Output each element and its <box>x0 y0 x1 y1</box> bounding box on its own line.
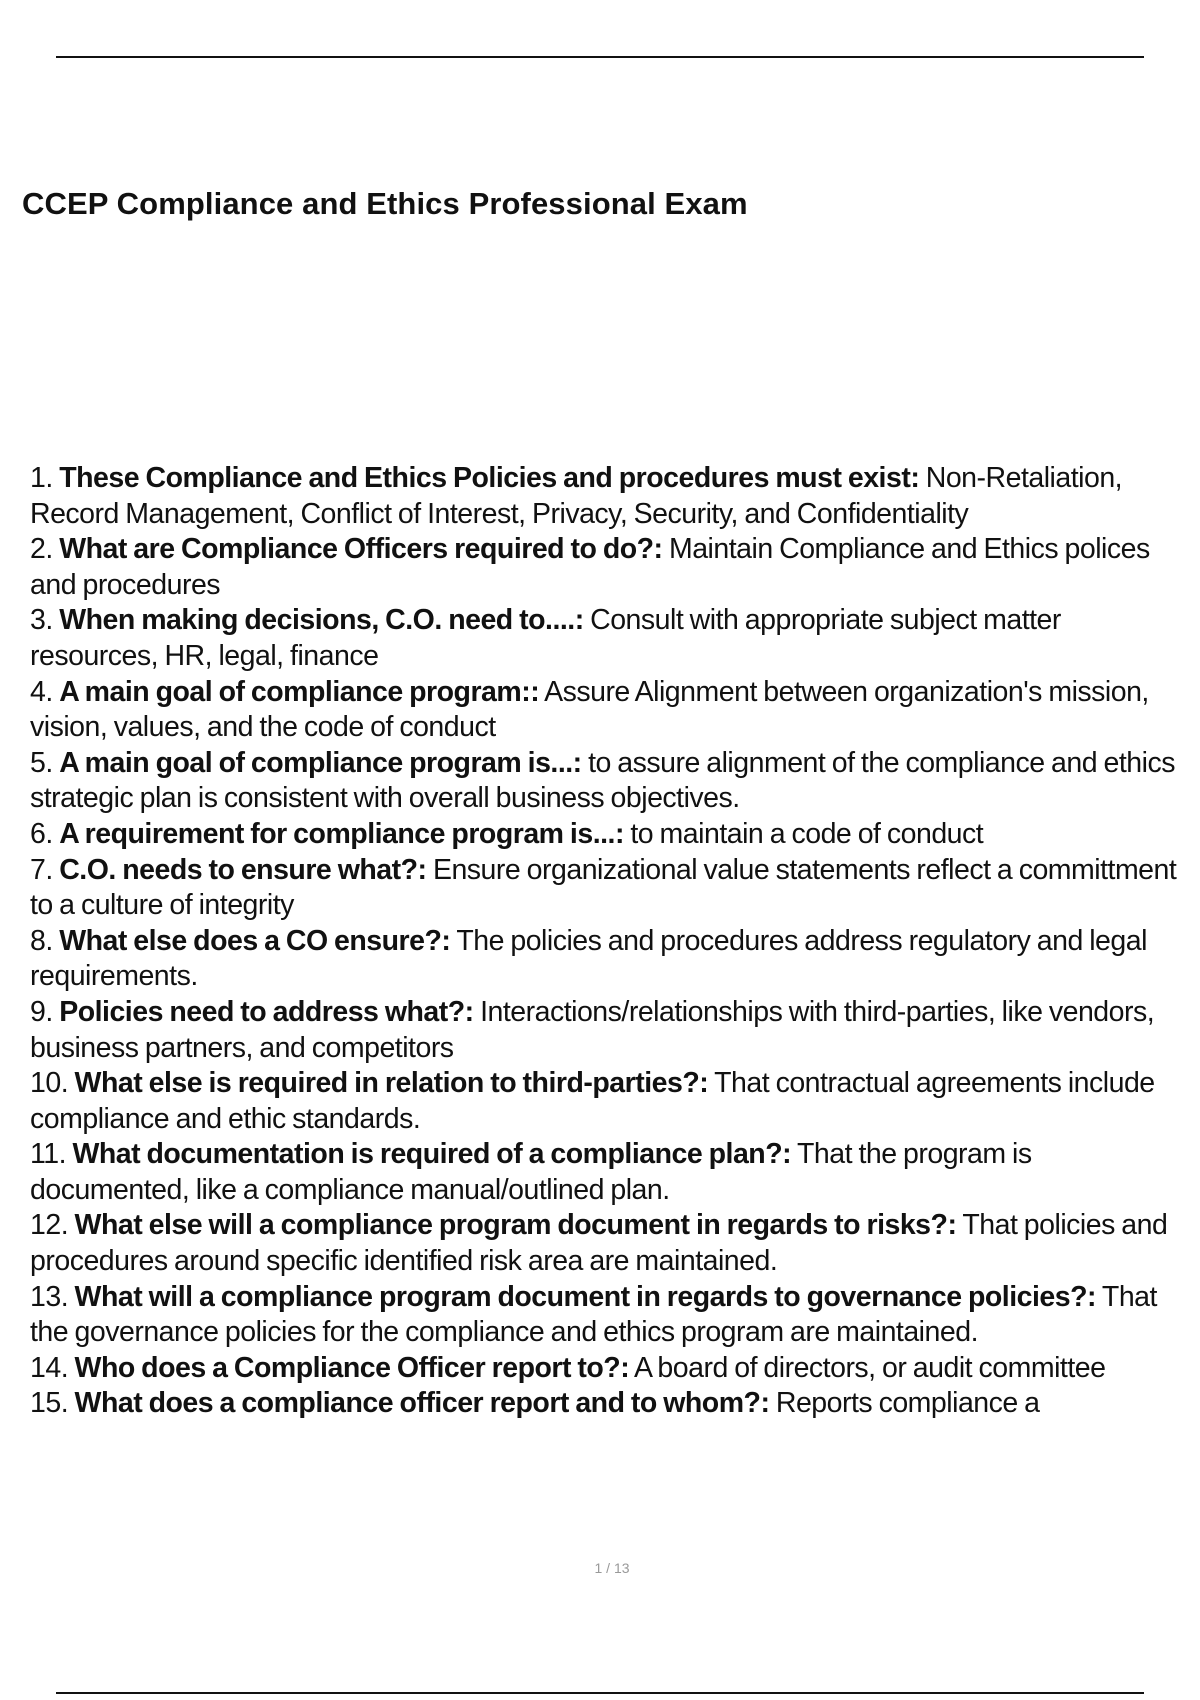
qa-item <box>30 924 1192 995</box>
item-number: 10. <box>30 1067 69 1100</box>
item-question: Who does a Compliance Officer report to?: <box>74 1351 630 1384</box>
item-answer: Consult with appropriate subject matter resources, HR, legal, finance <box>30 604 1061 672</box>
item-answer: That contractual agreements include compliance and ethic standards. <box>30 1067 1155 1135</box>
item-number: 7. <box>30 853 53 886</box>
qa-item <box>30 603 1192 674</box>
top-divider <box>56 56 1144 58</box>
item-number: 2. <box>30 533 53 566</box>
item-question: What else will a compliance program document in regards to risks?: <box>74 1209 957 1242</box>
item-question: A main goal of compliance program is...: <box>59 746 582 779</box>
qa-item <box>30 1208 1192 1279</box>
item-question: A main goal of compliance program:: <box>59 675 540 708</box>
item-number: 15. <box>30 1387 69 1420</box>
item-question: These Compliance and Ethics Policies and procedures must exist: <box>59 462 920 494</box>
document-title: CCEP Compliance and Ethics Professional Exam <box>22 186 748 221</box>
qa-item <box>30 461 1192 532</box>
item-answer: That the program is documented, like a compliance manual/outlined plan. <box>30 1138 1032 1206</box>
item-question: What are Compliance Officers required to do?: <box>59 533 663 566</box>
item-question: What does a compliance officer report and to whom?: <box>74 1387 770 1420</box>
item-number: 13. <box>30 1280 69 1313</box>
item-number: 6. <box>30 817 53 850</box>
qa-item <box>30 1137 1192 1208</box>
qa-item <box>30 675 1192 746</box>
item-number: 12. <box>30 1209 69 1242</box>
item-number: 5. <box>30 746 53 779</box>
item-answer: The policies and procedures address regulatory and legal requirements. <box>30 924 1147 993</box>
item-answer: to assure alignment of the compliance and ethics strategic plan is consistent with overall business objectives. <box>30 746 1175 815</box>
item-question: C.O. needs to ensure what?: <box>59 853 427 886</box>
item-answer: Interactions/relationships with third-parties, like vendors, business partners, and competitors <box>30 995 1155 1064</box>
qa-item <box>30 1386 1192 1422</box>
item-answer: Maintain Compliance and Ethics polices and procedures <box>30 533 1150 601</box>
item-answer: Ensure organizational value statements reflect a committment to a culture of integrity <box>30 853 1177 922</box>
item-question: What will a compliance program document in regards to governance policies?: <box>74 1280 1097 1313</box>
item-question: When making decisions, C.O. need to....: <box>59 604 584 637</box>
item-answer: to maintain a code of conduct <box>630 817 984 850</box>
qa-item <box>30 1280 1192 1351</box>
qa-item <box>30 1351 1192 1387</box>
item-number: 14. <box>30 1351 69 1384</box>
qa-item <box>30 1066 1192 1137</box>
item-number: 1. <box>30 462 53 494</box>
item-question: What documentation is required of a compliance plan?: <box>72 1138 792 1171</box>
qa-item <box>30 532 1192 603</box>
item-answer: Non-Retaliation, Record Management, Conflict of Interest, Privacy, Security, and Confidentiality <box>30 462 1123 530</box>
item-question: What else does a CO ensure?: <box>59 924 451 957</box>
item-answer: That policies and procedures around specific identified risk area are maintained. <box>30 1209 1168 1278</box>
item-number: 9. <box>30 995 53 1028</box>
qa-item <box>30 995 1192 1066</box>
item-question: What else is required in relation to third-parties?: <box>74 1067 709 1100</box>
item-number: 11. <box>30 1138 67 1171</box>
qa-list <box>30 461 1192 1422</box>
item-number: 3. <box>30 604 53 637</box>
item-number: 4. <box>30 675 53 708</box>
qa-item <box>30 853 1192 924</box>
item-question: Policies need to address what?: <box>59 995 474 1028</box>
item-answer: A board of directors, or audit committee <box>634 1351 1106 1384</box>
item-question: A requirement for compliance program is...: <box>59 817 624 850</box>
qa-item <box>30 746 1192 817</box>
page-indicator: 1 / 13 <box>594 1560 630 1576</box>
qa-item <box>30 817 1192 853</box>
item-number: 8. <box>30 924 53 957</box>
item-answer: Reports compliance a <box>775 1387 1040 1420</box>
item-answer: Assure Alignment between organization's mission, vision, values, and the code of conduct <box>30 675 1149 744</box>
bottom-divider <box>56 1692 1144 1694</box>
item-answer: That the governance policies for the compliance and ethics program are maintained. <box>30 1280 1157 1349</box>
